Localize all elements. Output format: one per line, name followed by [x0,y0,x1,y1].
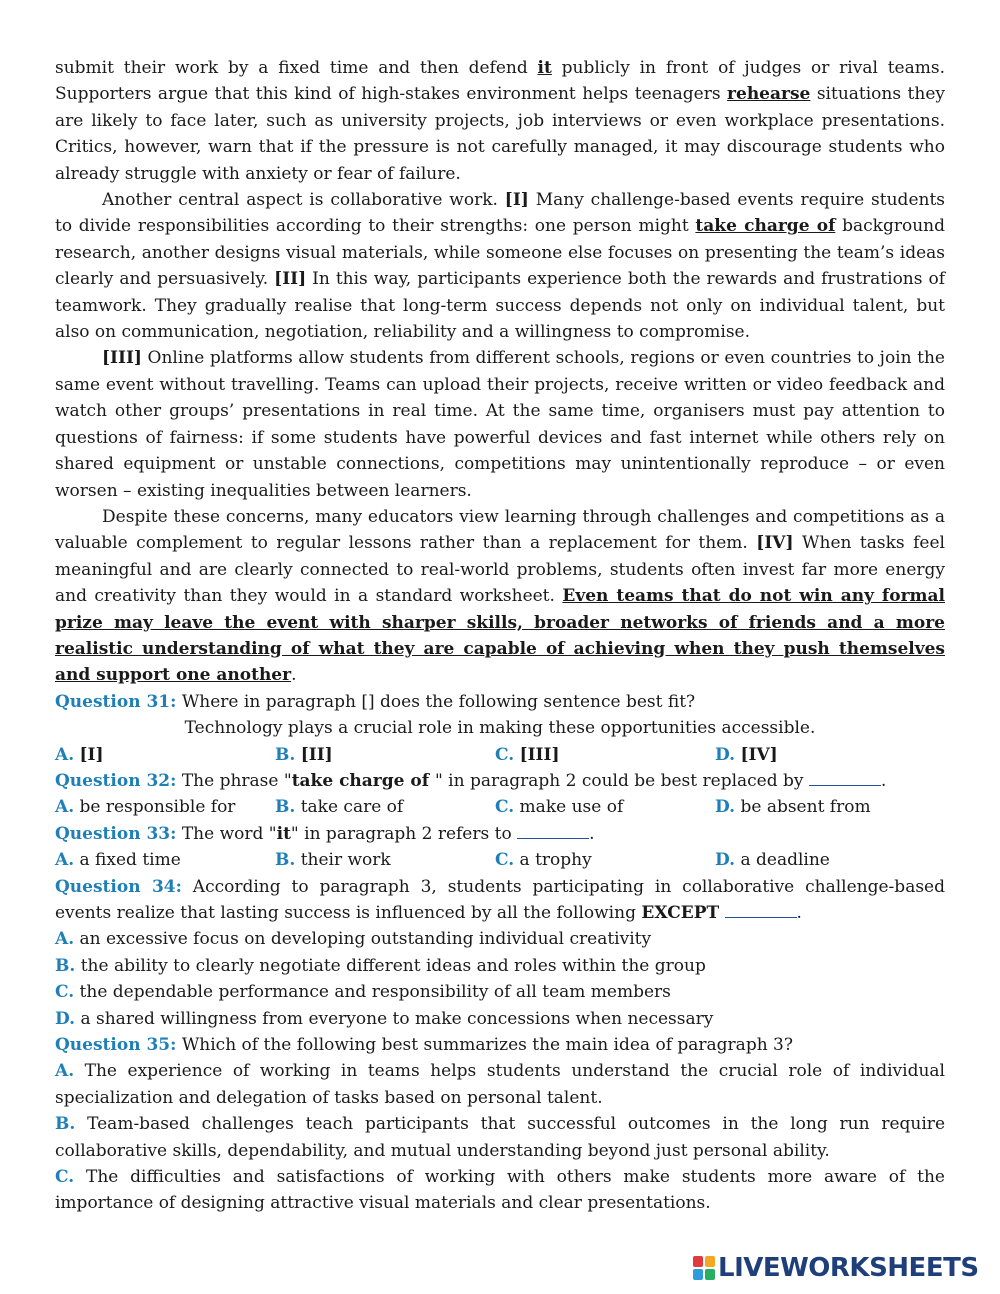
option-b[interactable] [55,1111,945,1164]
question-35 [55,1032,945,1058]
option-letter: A. [55,1061,75,1082]
marker-II: [II] [274,269,307,290]
option-b[interactable] [55,953,945,979]
option-text: be absent from [735,797,871,818]
option-a[interactable] [55,1058,945,1111]
passage-text: When tasks feel meaningful and are clearly connected to real-world problems, students often invest far more energy and creativity than they would in a standard worksheet. [55,533,945,607]
option-text: an excessive focus on developing outstanding individual creativity [74,929,652,950]
option-text: The difficulties and satisfactions of working with others make students more aware of the importance of designing attractive visual materials and clear presentations. [55,1167,945,1214]
question-32-options [55,794,945,820]
option-text: make use of [514,797,624,818]
option-b[interactable] [275,794,495,820]
question-34 [55,874,945,927]
passage-paragraph-2 [55,187,945,345]
marker-I: [I] [504,190,529,211]
answer-blank[interactable] [809,769,881,786]
option-text: [III] [519,744,560,765]
passage-text: situations they are likely to face later, such as university projects, job interviews or even workplace presentations. Critics, however, warn that if the pressure is not carefully managed, it may discourage students who already struggle with anxiety or fear of failure. [55,84,945,184]
answer-blank[interactable] [725,901,797,918]
question-31-sentence: Technology plays a crucial role in making these opportunities accessible. [184,718,816,739]
option-text: a trophy [514,850,592,871]
question-except: EXCEPT [641,903,720,923]
marker-III: [III] [102,348,142,369]
logo-text: LIVEWORKSHEETS [718,1253,979,1283]
option-text: Team-based challenges teach participants that successful outcomes in the long run require collaborative skills, dependability, and mutual understanding beyond just personal ability. [55,1114,945,1161]
highlighted-word-it: it [537,58,552,78]
passage-text: Despite these concerns, many educators view learning through challenges and competitions as a valuable complement to regular lessons rather than a replacement for them. [55,506,945,554]
passage-text: publicly in front of judges or rival teams. Supporters argue that this kind of high-stakes environment helps teenagers [55,58,945,105]
option-letter: C. [495,850,515,871]
question-text: The word " [176,823,277,844]
marker-IV: [IV] [756,533,794,554]
answer-blank[interactable] [517,822,589,839]
passage-text: Online platforms allow students from different schools, regions or even countries to join the same event without travelling. Teams can upload their projects, receive written or video feedback and watch other groups’ presentations in real time. At the same time, organisers must pay attention to questions of fairness: if some students have powerful devices and fast internet while others rely on shared equipment or unstable connections, competitions may unintentionally reproduce – or even worsen – existing inequalities between learners. [55,348,945,501]
option-a[interactable] [55,847,275,873]
option-c[interactable] [55,1164,945,1217]
question-text: . [589,823,595,844]
question-text: Where in paragraph [] does the following sentence best fit? [176,691,696,712]
question-text: " in paragraph 2 refers to [290,823,518,844]
option-text: a fixed time [74,850,181,871]
worksheet-page [55,55,945,1217]
option-a[interactable] [55,926,945,952]
question-33 [55,821,945,847]
question-31-options [55,742,945,768]
option-letter: A. [55,797,75,818]
question-label: Question 31: [55,691,177,712]
logo-cube-tile [693,1269,703,1280]
option-letter: B. [275,850,296,871]
option-c[interactable] [495,794,715,820]
logo-cube-tile [705,1269,715,1280]
liveworksheets-logo [693,1253,993,1283]
option-c[interactable] [495,742,715,768]
option-d[interactable] [715,794,871,820]
passage-paragraph-4 [55,504,945,689]
option-text: take care of [295,797,404,818]
passage-text: submit their work by a fixed time and then defend [55,58,538,78]
option-letter: B. [55,955,76,976]
question-text: The phrase " [176,770,292,791]
question-text: . [880,770,887,791]
logo-cube-tile [705,1256,715,1267]
question-word: it [276,823,291,844]
question-label: Question 32: [55,770,177,791]
option-text: [II] [300,744,333,765]
option-d[interactable] [715,847,830,873]
question-text: " in paragraph 2 could be best replaced by [434,770,809,791]
option-letter: A. [55,744,75,765]
passage-text: Many challenge-based events require students to divide responsibilities according to their strengths: one person might [55,190,946,237]
option-text: [IV] [740,744,778,765]
option-letter: D. [715,850,736,871]
passage-paragraph-3 [55,345,945,503]
question-label: Question 33: [55,823,177,844]
logo-cube-icon [693,1256,715,1280]
question-32 [55,768,945,794]
option-c[interactable] [55,979,945,1005]
passage-text: . [291,665,297,686]
option-c[interactable] [495,847,715,873]
option-letter: D. [55,1008,76,1029]
option-letter: C. [55,982,75,1003]
passage-text: Another central aspect is collaborative work. [102,190,505,211]
option-letter: B. [275,797,296,818]
question-31 [55,689,945,715]
option-letter: B. [55,1114,76,1135]
option-letter: B. [275,744,296,765]
option-a[interactable] [55,794,275,820]
option-letter: D. [715,797,736,818]
logo-cube-tile [693,1256,703,1267]
highlighted-word-rehearse: rehearse [727,84,811,105]
question-text: According to paragraph 3, students participating in collaborative challenge-based events realize that lasting success is influenced by all the following [55,876,945,923]
passage-text: background research, another designs visual materials, while someone else focuses on presenting the team’s ideas clearly and persuasively. [55,216,945,290]
option-text: The experience of working in teams helps students understand the crucial role of individual specialization and delegation of tasks based on personal talent. [55,1061,945,1108]
option-b[interactable] [275,742,495,768]
option-letter: C. [495,744,515,765]
option-a[interactable] [55,742,275,768]
question-phrase: take charge of [291,770,435,791]
option-text: [I] [79,744,104,765]
highlighted-phrase-take-charge-of: take charge of [695,216,836,237]
option-letter: A. [55,929,75,950]
question-label: Question 34: [55,876,182,897]
option-d[interactable] [55,1006,945,1032]
highlighted-sentence: Even teams that do not win any formal prize may leave the event with sharper skills, broader networks of friends and a more realistic understanding of what they are capable of achieving when they push themselves and support one another [55,586,945,686]
option-b[interactable] [275,847,495,873]
option-letter: C. [495,797,515,818]
option-text: a shared willingness from everyone to make concessions when necessary [75,1008,714,1029]
option-text: the ability to clearly negotiate different ideas and roles within the group [75,955,706,976]
question-33-options [55,847,945,873]
option-d[interactable] [715,742,778,768]
question-text: Which of the following best summarizes the main idea of paragraph 3? [176,1035,793,1056]
option-text: their work [295,850,391,871]
option-letter: D. [715,744,736,765]
option-text: be responsible for [74,797,236,818]
question-label: Question 35: [55,1035,177,1056]
passage-paragraph-1 [55,55,945,187]
option-text: the dependable performance and responsibility of all team members [74,982,671,1003]
passage-text: In this way, participants experience both the rewards and frustrations of teamwork. They gradually realise that long-term success depends not only on individual talent, but also on communication, negotiation, reliability and a willingness to compromise. [55,269,945,343]
option-text: a deadline [735,850,830,871]
option-letter: A. [55,850,75,871]
option-letter: C. [55,1167,75,1188]
question-text: . [796,903,802,923]
